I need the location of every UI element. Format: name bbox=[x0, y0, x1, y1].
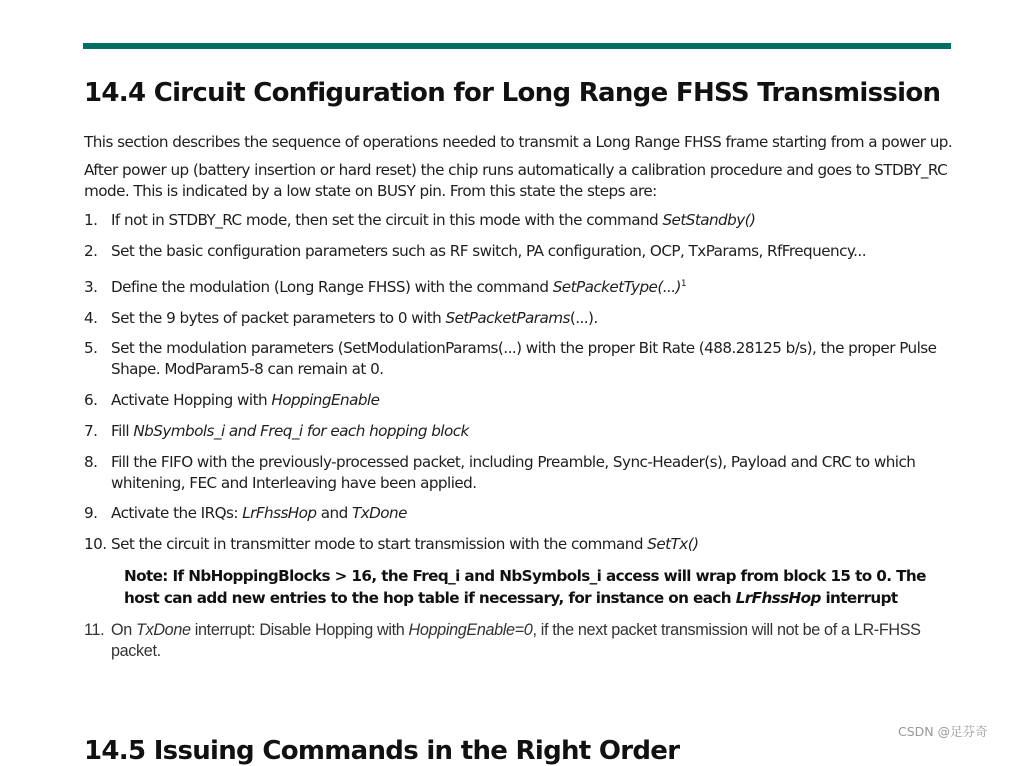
section-heading: 14.4 Circuit Configuration for Long Range FHSS Transmission bbox=[84, 78, 941, 108]
list-text: Set the modulation parameters (SetModulationParams(...) with the proper Bit Rate (488.28125 b/s), the proper Pulse Shape. ModParam5-8 can remain at 0. bbox=[111, 339, 937, 378]
list-text: Activate Hopping with HoppingEnable bbox=[111, 391, 380, 409]
list-number: 1. bbox=[84, 211, 98, 229]
list-text: On TxDone interrupt: Disable Hopping with HoppingEnable=0, if the next packet transmission will not be of a LR-FHSS packet. bbox=[111, 621, 921, 660]
intro-paragraph: This section describes the sequence of operations needed to transmit a Long Range FHSS frame starting from a power up. bbox=[84, 133, 953, 151]
wrap-around-note: Note: If NbHoppingBlocks > 16, the Freq_i and NbSymbols_i access will wrap from block 15 to 0. The host can add new entries to the hop table if necessary, for instance on each LrFhssHop interrupt bbox=[124, 567, 926, 607]
list-number: 2. bbox=[84, 242, 98, 260]
csdn-watermark: CSDN @足芬奇 bbox=[898, 724, 988, 739]
list-text: Set the basic configuration parameters such as RF switch, PA configuration, OCP, TxParams, RfFrequency... bbox=[111, 242, 866, 260]
list-text: If not in STDBY_RC mode, then set the circuit in this mode with the command SetStandby() bbox=[111, 211, 756, 229]
list-number: 3. bbox=[84, 278, 98, 296]
list-text: Set the 9 bytes of packet parameters to 0 with SetPacketParams(...). bbox=[111, 309, 598, 327]
list-number: 11. bbox=[84, 621, 105, 639]
list-number: 8. bbox=[84, 453, 98, 471]
list-number: 10. bbox=[84, 535, 107, 553]
list-text: Activate the IRQs: LrFhssHop and TxDone bbox=[111, 504, 407, 522]
list-number: 9. bbox=[84, 504, 98, 522]
power-up-paragraph: After power up (battery insertion or hard reset) the chip runs automatically a calibration procedure and goes to STDBY_RC mode. This is indicated by a low state on BUSY pin. From this state the steps are: bbox=[84, 161, 948, 200]
list-number: 4. bbox=[84, 309, 98, 327]
section-top-rule bbox=[83, 43, 951, 49]
list-number: 5. bbox=[84, 339, 98, 357]
list-number: 6. bbox=[84, 391, 98, 409]
list-text: Define the modulation (Long Range FHSS) with the command SetPacketType(...)$^1$ bbox=[111, 278, 687, 296]
list-text: Fill the FIFO with the previously-processed packet, including Preamble, Sync-Header(s), Payload and CRC to which whitening, FEC and Interleaving have been applied. bbox=[111, 453, 916, 492]
list-text: Fill NbSymbols_i and Freq_i for each hopping block bbox=[111, 422, 469, 440]
footnote-marker: 1 bbox=[680, 279, 687, 289]
list-number: 7. bbox=[84, 422, 98, 440]
next-section-heading: 14.5 Issuing Commands in the Right Order bbox=[84, 736, 680, 766]
list-text: Set the circuit in transmitter mode to start transmission with the command SetTx() bbox=[111, 535, 699, 553]
